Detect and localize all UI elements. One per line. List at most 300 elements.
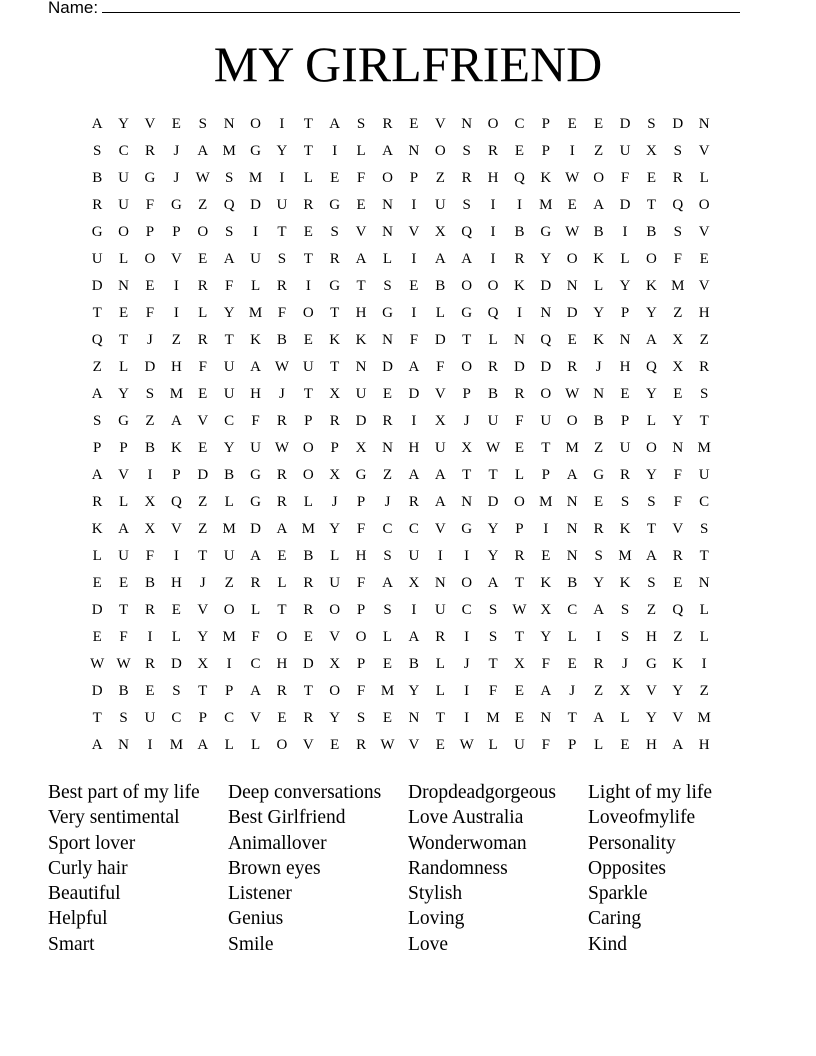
grid-letter: A: [197, 737, 209, 753]
grid-letter: B: [593, 224, 604, 240]
grid-letter: S: [383, 548, 392, 564]
grid-letter: U: [223, 359, 235, 375]
grid-letter: P: [568, 737, 577, 753]
word-column: [588, 780, 768, 957]
grid-letter: R: [672, 548, 683, 564]
grid-letter: R: [197, 332, 208, 348]
grid-letter: B: [303, 548, 314, 564]
grid-letter: V: [408, 224, 420, 240]
grid-row: [84, 330, 736, 357]
grid-letter: L: [488, 737, 498, 753]
grid-letter: D: [540, 359, 552, 375]
grid-letter: Q: [487, 305, 499, 321]
grid-letter: A: [593, 710, 605, 726]
grid-letter: F: [488, 683, 498, 699]
grid-letter: H: [355, 305, 367, 321]
grid-letter: S: [647, 116, 656, 132]
grid-row: [84, 276, 736, 303]
grid-letter: E: [567, 116, 577, 132]
grid-letter: G: [382, 305, 393, 321]
grid-letter: L: [356, 143, 366, 159]
grid-letter: O: [540, 386, 552, 402]
grid-letter: T: [330, 359, 340, 375]
grid-letter: O: [382, 170, 393, 186]
grid-letter: H: [487, 170, 499, 186]
grid-letter: O: [461, 575, 473, 591]
grid-letter: J: [279, 386, 285, 402]
name-blank-line[interactable]: [102, 0, 740, 13]
grid-letter: K: [619, 521, 631, 537]
grid-letter: R: [382, 116, 393, 132]
grid-letter: X: [144, 494, 156, 510]
grid-letter: J: [463, 413, 470, 429]
grid-letter: C: [382, 521, 393, 537]
grid-letter: M: [222, 521, 236, 537]
grid-letter: A: [593, 197, 605, 213]
grid-row: [84, 573, 736, 600]
grid-letter: B: [646, 224, 657, 240]
grid-letter: K: [593, 332, 605, 348]
grid-letter: H: [170, 575, 182, 591]
word-item: Curly hair: [48, 857, 128, 879]
grid-letter: Q: [672, 602, 684, 618]
grid-letter: E: [435, 737, 445, 753]
grid-letter: A: [408, 359, 420, 375]
grid-letter: I: [490, 224, 496, 240]
grid-letter: O: [197, 224, 209, 240]
grid-letter: T: [514, 629, 525, 645]
grid-row: [84, 411, 736, 438]
grid-letter: U: [118, 548, 129, 564]
grid-letter: K: [593, 251, 605, 267]
grid-letter: A: [91, 116, 103, 132]
grid-letter: E: [92, 629, 102, 645]
grid-letter: O: [223, 602, 235, 618]
word-item: Love: [408, 933, 449, 955]
grid-letter: T: [119, 602, 129, 618]
grid-letter: X: [540, 602, 552, 618]
grid-letter: X: [144, 521, 156, 537]
grid-letter: S: [356, 710, 366, 726]
grid-letter: I: [464, 629, 470, 645]
word-item: Personality: [588, 832, 676, 854]
grid-letter: P: [198, 710, 207, 726]
grid-letter: E: [620, 737, 630, 753]
grid-letter: K: [91, 521, 103, 537]
grid-letter: X: [197, 656, 209, 672]
grid-letter: S: [700, 386, 709, 402]
grid-letter: V: [672, 521, 684, 537]
grid-letter: D: [91, 602, 103, 618]
grid-letter: R: [593, 521, 604, 537]
grid-letter: J: [331, 494, 338, 510]
grid-letter: D: [91, 683, 103, 699]
grid-row: [84, 519, 736, 546]
grid-letter: K: [250, 332, 261, 348]
grid-letter: S: [356, 116, 366, 132]
grid-letter: R: [276, 278, 287, 294]
grid-letter: A: [250, 683, 261, 699]
grid-letter: W: [565, 224, 580, 240]
page-title: MY GIRLFRIEND: [213, 36, 603, 92]
grid-letter: L: [119, 359, 129, 375]
grid-letter: A: [91, 737, 103, 753]
grid-letter: A: [408, 629, 420, 645]
grid-letter: J: [173, 143, 180, 159]
grid-letter: I: [569, 143, 575, 159]
grid-letter: L: [119, 251, 129, 267]
grid-letter: O: [487, 278, 499, 294]
grid-letter: L: [699, 170, 709, 186]
grid-letter: V: [645, 683, 657, 699]
grid-letter: Y: [487, 521, 499, 537]
grid-letter: Q: [461, 224, 473, 240]
grid-letter: W: [274, 440, 290, 456]
grid-letter: K: [540, 575, 552, 591]
grid-letter: R: [356, 737, 367, 753]
grid-letter: B: [514, 224, 525, 240]
grid-letter: S: [462, 143, 471, 159]
grid-letter: F: [436, 359, 445, 375]
grid-letter: M: [169, 737, 184, 753]
grid-letter: G: [144, 170, 156, 186]
grid-letter: G: [461, 305, 473, 321]
grid-letter: V: [698, 278, 710, 294]
word-item: Best part of my life: [48, 782, 200, 803]
word-item: Brown eyes: [228, 857, 321, 879]
grid-letter: Z: [382, 467, 393, 483]
grid-letter: N: [461, 116, 473, 132]
grid-letter: L: [198, 305, 208, 321]
grid-letter: S: [673, 143, 682, 159]
grid-letter: Y: [645, 386, 657, 402]
grid-letter: N: [118, 278, 129, 294]
grid-letter: P: [330, 440, 339, 456]
grid-letter: S: [462, 197, 471, 213]
grid-letter: S: [330, 224, 339, 240]
grid-letter: I: [147, 467, 153, 483]
grid-letter: R: [303, 197, 314, 213]
grid-letter: S: [673, 224, 682, 240]
grid-letter: A: [408, 467, 420, 483]
grid-letter: X: [645, 143, 657, 159]
grid-letter: I: [147, 629, 153, 645]
grid-letter: L: [171, 629, 181, 645]
grid-letter: Z: [673, 629, 683, 645]
grid-letter: U: [434, 602, 446, 618]
grid-letter: B: [276, 332, 287, 348]
grid-letter: S: [383, 602, 392, 618]
grid-letter: A: [118, 521, 129, 537]
grid-letter: W: [512, 602, 527, 618]
grid-letter: B: [408, 656, 419, 672]
grid-letter: T: [699, 413, 709, 429]
grid-letter: C: [567, 602, 578, 618]
grid-letter: K: [540, 170, 552, 186]
grid-letter: S: [119, 710, 128, 726]
grid-letter: K: [355, 332, 367, 348]
grid-letter: N: [118, 737, 129, 753]
grid-letter: E: [330, 170, 340, 186]
grid-letter: A: [645, 332, 657, 348]
grid-letter: Q: [514, 170, 525, 186]
grid-letter: U: [144, 710, 156, 726]
grid-letter: E: [594, 494, 604, 510]
grid-letter: L: [620, 251, 630, 267]
grid-letter: S: [198, 116, 207, 132]
grid-letter: Y: [329, 710, 341, 726]
grid-letter: V: [197, 602, 209, 618]
grid-letter: I: [701, 656, 707, 672]
grid-letter: P: [304, 413, 313, 429]
grid-letter: Y: [540, 251, 552, 267]
grid-letter: Y: [645, 467, 657, 483]
word-item: Beautiful: [48, 883, 121, 905]
grid-letter: P: [620, 413, 630, 429]
grid-letter: V: [329, 629, 341, 645]
grid-letter: X: [461, 440, 473, 456]
grid-letter: Q: [91, 332, 103, 348]
grid-letter: P: [172, 467, 181, 483]
word-item: Loving: [408, 908, 465, 930]
grid-letter: S: [488, 629, 498, 645]
grid-letter: B: [593, 413, 604, 429]
grid-row: [84, 222, 736, 249]
grid-letter: I: [411, 197, 417, 213]
grid-letter: R: [197, 278, 208, 294]
grid-letter: F: [251, 413, 260, 429]
grid-letter: T: [303, 116, 313, 132]
grid-letter: R: [303, 575, 314, 591]
grid-letter: H: [698, 305, 710, 321]
grid-letter: A: [382, 143, 393, 159]
grid-letter: B: [118, 683, 129, 699]
grid-letter: R: [250, 575, 261, 591]
grid-letter: W: [195, 170, 210, 186]
grid-letter: Z: [198, 197, 208, 213]
grid-letter: A: [91, 386, 103, 402]
grid-letter: F: [145, 548, 155, 564]
grid-letter: U: [434, 197, 446, 213]
grid-letter: H: [276, 656, 288, 672]
grid-letter: G: [540, 224, 552, 240]
grid-letter: F: [145, 305, 155, 321]
grid-letter: E: [92, 575, 102, 591]
grid-letter: Y: [672, 683, 684, 699]
word-item: Animallover: [228, 832, 327, 854]
grid-letter: F: [356, 575, 366, 591]
grid-letter: T: [277, 602, 287, 618]
grid-letter: A: [250, 548, 261, 564]
grid-letter: E: [330, 737, 340, 753]
grid-letter: U: [540, 413, 552, 429]
grid-letter: U: [355, 386, 367, 402]
grid-letter: T: [699, 548, 709, 564]
grid-letter: C: [699, 494, 710, 510]
grid-letter: N: [514, 332, 525, 348]
grid-letter: A: [672, 737, 684, 753]
grid-letter: U: [514, 737, 525, 753]
word-item: Helpful: [48, 908, 108, 930]
grid-letter: E: [303, 629, 313, 645]
grid-letter: J: [384, 494, 391, 510]
grid-letter: V: [434, 521, 446, 537]
grid-letter: E: [514, 440, 525, 456]
grid-letter: R: [92, 197, 103, 213]
grid-letter: Z: [435, 170, 445, 186]
grid-row: [84, 303, 736, 330]
grid-letter: V: [672, 710, 684, 726]
grid-letter: E: [382, 710, 393, 726]
grid-letter: U: [329, 575, 341, 591]
grid-letter: P: [515, 521, 524, 537]
grid-letter: O: [645, 440, 657, 456]
grid-letter: S: [647, 494, 656, 510]
grid-letter: T: [488, 656, 498, 672]
grid-letter: P: [541, 143, 550, 159]
grid-letter: I: [305, 278, 311, 294]
grid-row: [84, 681, 736, 708]
grid-letter: T: [92, 710, 102, 726]
grid-letter: F: [145, 197, 155, 213]
grid-letter: X: [672, 332, 684, 348]
grid-letter: H: [645, 629, 657, 645]
grid-letter: Q: [645, 359, 657, 375]
grid-letter: D: [434, 332, 446, 348]
grid-letter: Y: [329, 521, 341, 537]
grid-letter: Y: [593, 305, 605, 321]
grid-letter: D: [382, 359, 393, 375]
grid-letter: O: [487, 116, 499, 132]
grid-letter: R: [382, 413, 393, 429]
grid-letter: L: [224, 737, 234, 753]
grid-letter: P: [356, 602, 366, 618]
grid-letter: A: [329, 116, 341, 132]
grid-letter: O: [276, 737, 288, 753]
grid-letter: A: [461, 251, 473, 267]
grid-letter: H: [619, 359, 631, 375]
word-item: Opposites: [588, 857, 666, 879]
grid-letter: Z: [171, 332, 181, 348]
grid-letter: V: [197, 413, 209, 429]
grid-letter: P: [119, 440, 128, 456]
grid-letter: O: [302, 467, 314, 483]
grid-letter: I: [173, 278, 179, 294]
word-item: Wonderwoman: [408, 832, 527, 854]
grid-letter: M: [169, 386, 184, 402]
grid-letter: F: [673, 467, 682, 483]
grid-letter: T: [356, 278, 366, 294]
grid-letter: I: [437, 548, 443, 564]
grid-letter: A: [223, 251, 235, 267]
grid-letter: G: [355, 467, 367, 483]
grid-letter: K: [329, 332, 341, 348]
grid-letter: N: [382, 224, 393, 240]
grid-letter: N: [698, 116, 710, 132]
grid-letter: O: [329, 602, 341, 618]
grid-letter: A: [197, 143, 209, 159]
grid-letter: N: [434, 575, 446, 591]
grid-letter: F: [119, 629, 128, 645]
word-item: Smart: [48, 933, 95, 955]
grid-letter: N: [566, 548, 578, 564]
grid-letter: D: [408, 386, 420, 402]
grid-letter: N: [408, 710, 420, 726]
word-item: Kind: [588, 933, 627, 955]
grid-letter: B: [92, 170, 103, 186]
grid-letter: S: [700, 521, 709, 537]
grid-letter: F: [620, 170, 630, 186]
grid-letter: N: [461, 494, 473, 510]
grid-letter: T: [224, 332, 234, 348]
grid-letter: J: [622, 656, 628, 672]
grid-letter: A: [593, 602, 605, 618]
grid-letter: R: [276, 683, 287, 699]
grid-letter: E: [567, 332, 577, 348]
grid-letter: M: [248, 305, 263, 321]
grid-row: [84, 249, 736, 276]
grid-letter: Y: [408, 683, 420, 699]
grid-letter: R: [408, 494, 419, 510]
grid-letter: R: [276, 413, 287, 429]
grid-letter: V: [250, 710, 261, 726]
grid-letter: E: [119, 305, 129, 321]
grid-letter: U: [698, 467, 710, 483]
grid-letter: A: [566, 467, 578, 483]
grid-letter: R: [276, 494, 287, 510]
grid-letter: N: [698, 575, 710, 591]
grid-letter: O: [144, 251, 156, 267]
grid-letter: C: [224, 710, 235, 726]
grid-letter: E: [567, 197, 577, 213]
grid-letter: T: [435, 710, 445, 726]
grid-letter: Q: [540, 332, 552, 348]
grid-letter: U: [118, 197, 129, 213]
grid-letter: O: [118, 224, 129, 240]
grid-letter: E: [673, 386, 683, 402]
grid-letter: A: [434, 494, 446, 510]
grid-letter: I: [332, 143, 338, 159]
grid-letter: Z: [224, 575, 234, 591]
grid-letter: E: [119, 575, 129, 591]
grid-letter: R: [144, 143, 155, 159]
grid-letter: Z: [699, 332, 709, 348]
grid-letter: E: [673, 575, 683, 591]
grid-letter: I: [490, 251, 496, 267]
grid-letter: O: [566, 251, 578, 267]
grid-letter: F: [541, 737, 550, 753]
grid-letter: R: [593, 656, 604, 672]
grid-letter: K: [170, 440, 182, 456]
grid-letter: L: [435, 305, 445, 321]
grid-letter: R: [514, 548, 525, 564]
word-item: Light of my life: [588, 782, 713, 803]
grid-letter: F: [356, 170, 366, 186]
grid-letter: E: [699, 251, 709, 267]
grid-letter: E: [541, 548, 551, 564]
grid-letter: C: [118, 143, 129, 159]
letter-grid: [84, 114, 736, 762]
grid-letter: O: [566, 413, 578, 429]
grid-letter: V: [355, 224, 367, 240]
grid-letter: E: [171, 602, 181, 618]
grid-letter: Y: [645, 305, 657, 321]
grid-letter: T: [119, 332, 129, 348]
grid-letter: N: [382, 332, 393, 348]
grid-letter: L: [277, 575, 287, 591]
grid-letter: L: [250, 737, 261, 753]
grid-letter: N: [566, 278, 578, 294]
